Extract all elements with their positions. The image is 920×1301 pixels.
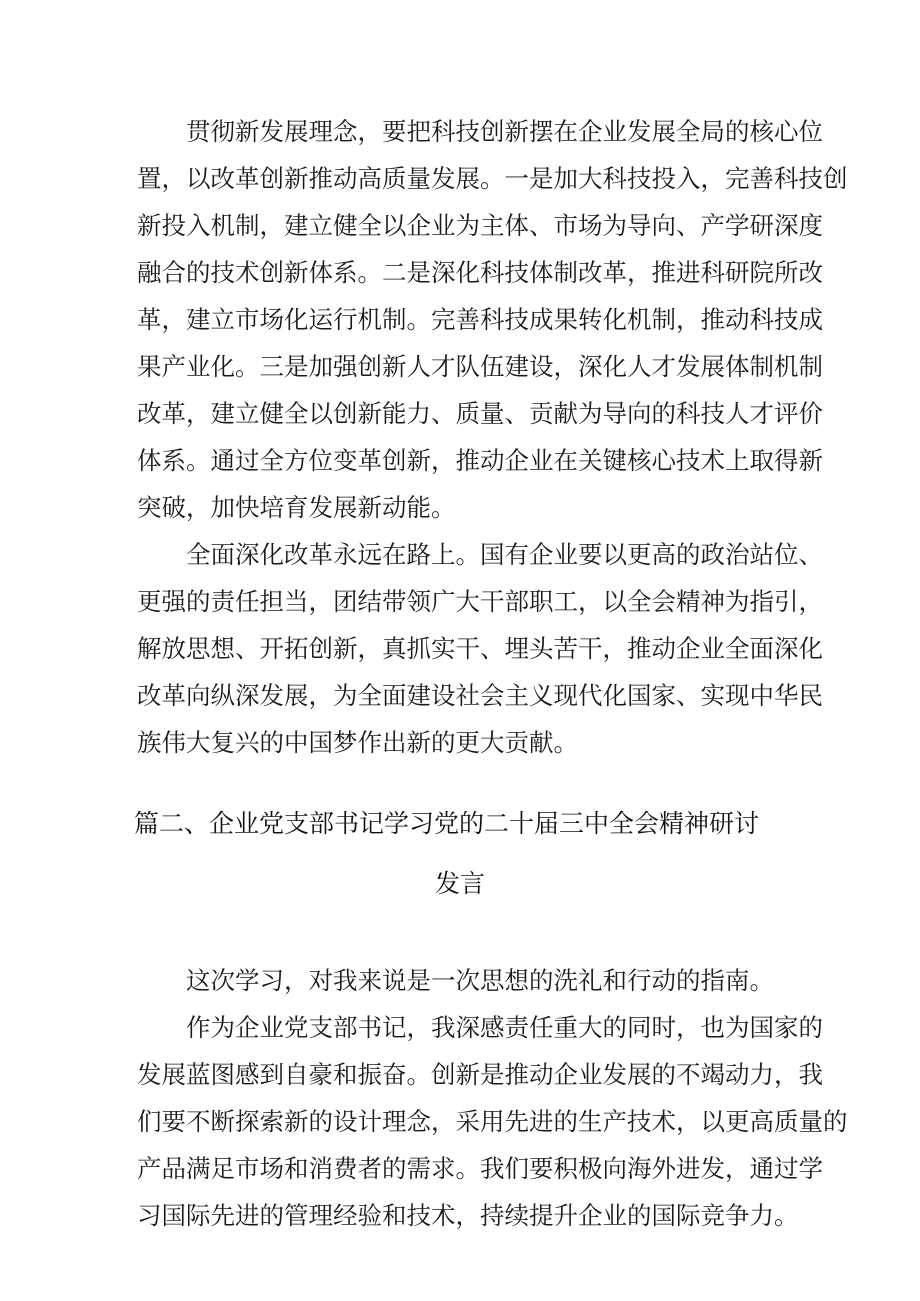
text-line: 们要不断探索新的设计理念，采用先进的生产技术，以更高质量的 [137,1107,848,1136]
section-title-line1: 篇二、企业党支部书记学习党的二十届三中全会精神研讨 [134,809,760,838]
text-line: 发展蓝图感到自豪和振奋。创新是推动企业发展的不竭动力，我 [137,1060,823,1089]
text-line: 果产业化。三是加强创新人才队伍建设，深化人才发展体制机制 [137,352,823,381]
text-line: 贯彻新发展理念，要把科技创新摆在企业发展全局的核心位 [186,117,823,146]
text-line: 全面深化改革永远在路上。国有企业要以更高的政治站位、 [186,540,823,569]
text-line: 作为企业党支部书记，我深感责任重大的同时，也为国家的 [186,1013,823,1042]
text-line: 置，以改革创新推动高质量发展。一是加大科技投入，完善科技创 [137,164,848,193]
text-line: 族伟大复兴的中国梦作出新的更大贡献。 [137,728,578,757]
text-line: 改革向纵深发展，为全面建设社会主义现代化国家、实现中华民 [137,681,823,710]
text-line: 产品满足市场和消费者的需求。我们要积极向海外进发，通过学 [137,1154,823,1183]
text-line: 新投入机制，建立健全以企业为主体、市场为导向、产学研深度 [137,211,823,240]
text-line: 更强的责任担当，团结带领广大干部职工，以全会精神为指引， [137,587,823,616]
text-line: 革，建立市场化运行机制。完善科技成果转化机制，推动科技成 [137,305,823,334]
text-line: 改革，建立健全以创新能力、质量、贡献为导向的科技人才评价 [137,399,823,428]
text-line: 这次学习，对我来说是一次思想的洗礼和行动的指南。 [186,966,774,995]
text-line: 习国际先进的管理经验和技术，持续提升企业的国际竞争力。 [137,1201,799,1230]
text-line: 体系。通过全方位变革创新，推动企业在关键核心技术上取得新 [137,446,823,475]
text-line: 解放思想、开拓创新，真抓实干、埋头苦干，推动企业全面深化 [137,634,823,663]
section-title-line2: 发言 [435,869,486,898]
text-line: 融合的技术创新体系。二是深化科技体制改革，推进科研院所改 [137,258,823,287]
text-line: 突破，加快培育发展新动能。 [137,493,456,522]
